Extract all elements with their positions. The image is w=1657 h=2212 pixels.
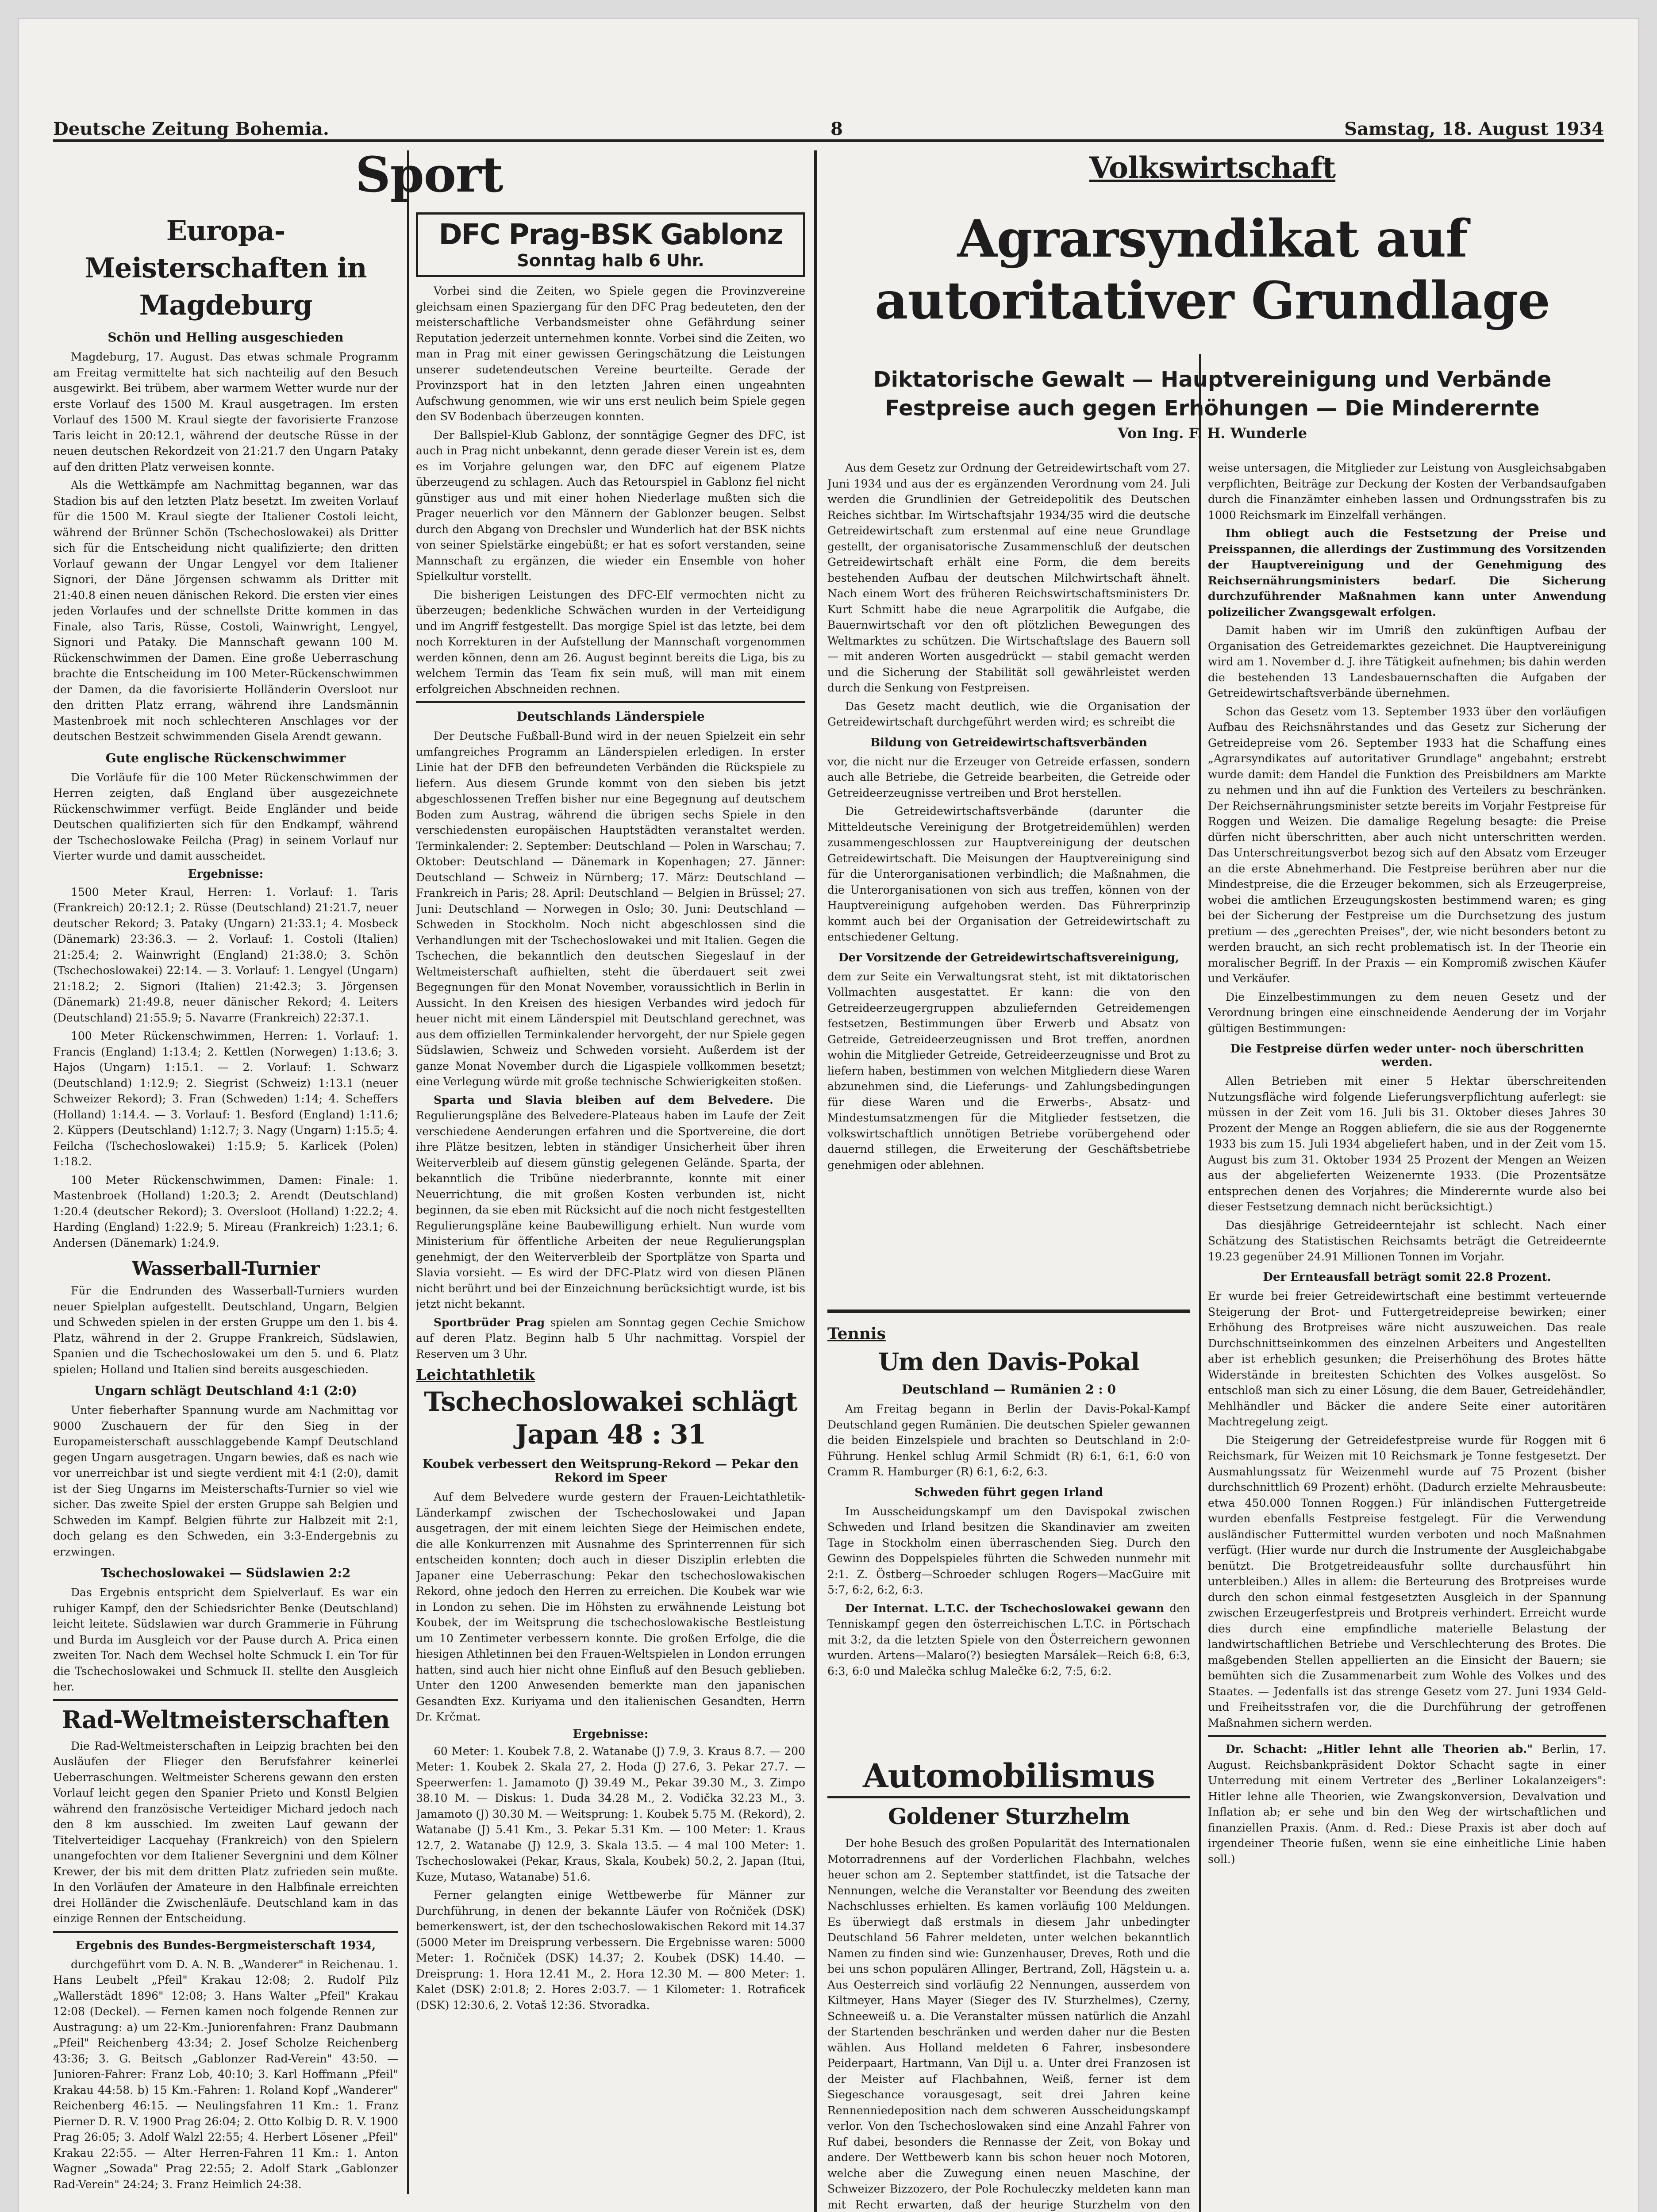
auto-text: Der hohe Besuch des großen Popularität des Internationalen Motorradrennens auf der Vorderlichen Flachbahn, welches heuer schon am 2. September stattfindet, ist die Tatsache der Nennungen, welche die Veranstalter vor Beendung des zweiten Nachschlusses erhielten. Es kamen vorläufig 100 Meldungen. Es überwiegt daß erstmals in diesem Jahr unbedingter Deutschland 56 Fahrer meldeten, unter welchen bekanntlich Namen zu finden sind wie: Gunzenhauser, Dreves, Roth und die bei uns schon populären Allinger, Bertrand, Zoll, Hägstein u. a. Aus Oesterreich sind vorläufig 22 Nennungen, ausserdem von Kiltmeyer, Hans Mayer (Sieger des IV. Sturzhelmes), Czerny, Schneeweiß u. a. Die Veranstalter müssen natürlich die Anzahl der Startenden beschränken und werden daher nur die Besten wählen. Aus Holland meldeten 6 Fahrer, insbesondere Peiderpaart, Hartmann, Van Dijl u. a. Unter drei Franzosen ist der Meister auf Flachbahnen, Weiß, ferner ist dem Siegeschance vorausgesagt, seit drei Jahren keine Rennenniedeposition nach dem schweren Ausscheidungskampf verlor. Von den Tschechoslowaken sind eine Anzahl Fahrer von Ruf dabei, besonders die Rennasse der Zeit, von Bokay und andere. Der Wettbewerb kann bis schon heuer noch Motoren, welche aber die Zuwegung einen neuen Maschine, der Schweizer Bizzozero, der Pole Rochuleczky meldeten kann man mit Recht erwarten, daß der heurige Sturzhelm von den — [827, 1837, 1190, 2211]
newspaper-page — [18, 18, 1639, 2212]
divider — [53, 1931, 398, 1933]
volk-paragraph: weise untersagen, die Mitglieder zur Leistung von Ausgleichsabgaben verpflichten, Beiträge zur Deckung der Kosten der Verbandsaufgaben durch die Finanzämter einheben lassen und Ordnungsstrafen bis zu 1000 Reichsmark im Einzelfall verhängen. — [1208, 461, 1606, 522]
em-article — [53, 212, 398, 2212]
auto-article — [827, 1756, 1190, 2212]
irland-text: Im Ausscheidungskampf um den Davispokal zwischen Schweden und Irland besitzen die Skandinavier am zweiten Tage in Stockholm einen überraschenden Sieg. Durch den Gewinn des Doppelspieles führten die Schweden nunmehr mit 2:1. Z. Östberg—Schroeder schlugen Rogers—MacGuire mit 5:7, 6:2, 6:2, 6:3. — [827, 1505, 1190, 1596]
volk-paragraph: Die Getreidewirtschaftsverbände (darunter die Mitteldeutsche Vereinigung der Brotgetreidemühlen) werden zusammengeschlossen zur Hauptvereinigung der deutschen Getreidewirtschaft. Die Meisungen der Hauptvereinigung sind für die Unterorganisationen verbindlich; die Maßnahmen, die die Unterorganisationen von sich aus treffen, können von der Hauptvereinigung aufgehoben werden. Das Führerprinzip kommt auch bei der Organisation der Getreidewirtschaft zu entschiedener Geltung. — [827, 805, 1190, 943]
leicht-label: Leichtathletik — [416, 1366, 535, 1384]
em-title: Europa-Meisterschaften in Magdeburg — [85, 215, 367, 321]
volk-subhead: Der Ernteausfall beträgt somit 22.8 Prozent. — [1263, 1271, 1551, 1284]
volk-section-title: Volkswirtschaft — [1089, 150, 1336, 185]
result-entry: 1500 Meter Kraul, Herren: 1. Vorlauf: 1. Taris (Frankreich) 20:12.1; 2. Rüsse (Deutschland) 21:21.7, neuer deutscher Rekord; 3. Pataky (Ungarn) 21:33.1; 4. Mosbeck (Dänemark) 23:36.3. — 2. Vorlauf: 1. Costoli (Italien) 21:25.4; 2. Wainwright (England) 21:38.0; 3. Schön (Tschechoslowakei) 22:14. — 3. Vorlauf: 1. Lengyel (Ungarn) 21:18.2; 2. Signori (Italien) 21:42.3; 3. Jörgensen (Dänemark) 21:49.8, neuer dänischer Rekord; 4. Leiters (Deutschland) 21:55.9; 5. Navarre (Frankreich) 22:37.1. — [53, 885, 398, 1024]
page-header — [53, 104, 1604, 142]
em-paragraph: Als die Wettkämpfe am Nachmittag begannen, war das Stadion bis auf den letzten Platz besetzt. Im zweiten Vorlauf für die 1500 M. Kraul siegte der Italiener Costoli leicht, während der Brünner Schön (Tschechoslowakei) als Dritter sich für die Entscheidung nicht qualifizierte; den dritten Vorlauf gewann der Ungar Lengyel vor dem Italiener Signori, der Däne Jörgensen schwamm als Dritter mit 21:40.8 einen neuen dänischen Rekord. Die ersten vier eines jeden Vorlaufes und der schnellste Dritte kommen in das Finale, also Taris, Rüsse, Costoli, Wainwright, Lengyel, Signori und Pataky. Die Mannschaft gewann 100 M. Rückenschwimmen der Damen. Eine große Ueberraschung brachte die Entscheidung im 100 Meter-Rückenschwimmen der Damen, da die favorisierte Holländerin Oversloot nur den dritten Platz errang, während ihre Landsmännin Mastenbroek mit noch schlechteren Anschlages vor der deutschen Bestzeit schwimmenden Gisela Arendt gewann. — [53, 479, 398, 743]
tennis-text: Am Freitag begann in Berlin der Davis-Pokal-Kampf Deutschland gegen Rumänien. Die deutschen Spieler gewannen die beiden Einzelspiele und brachten so Deutschland in 2:0-Führung. Henkel schlug Armil Schmidt (R) 6:1, 6:1, 6:0 von Cramm R. Hamburger (R) 6:1, 6:2, 6:3. — [827, 1402, 1190, 1478]
column-rule — [814, 150, 817, 2212]
irland-heading: Schweden führt gegen Irland — [915, 1486, 1103, 1499]
leicht-results-men: Ferner gelangten einige Wettbewerbe für Männer zur Durchführung, in denen der bekannte Läufer von Ročniček (DSK) bemerkenswert, ist, der den tschechoslowakischen Rekord mit 14.37 (5000 Meter im Dreisprung verbessern. Die Ergebnisse waren: 5000 Meter: 1. Ročniček (DSK) 14.37; 2. Koubek (DSK) 14.40. — Dreisprung: 1. Hora 12.41 M., 2. Hora 12.30 M. — 800 Meter: 1. Kalet (DSK) 2:01.8; 2. Hores 2:03.7. — 1 Kilometer: 1. Rotraficek (DSK) 12:30.6, 2. Votaš 12:36. Stvoradka. — [416, 1889, 805, 2012]
bund-text: durchgeführt vom D. A. N. B. „Wanderer" in Reichenau. 1. Hans Leubelt „Pfeil" Krakau 12:08; 2. Rudolf Pilz „Wallerstädt 1896" 12:08; 3. Hans Walter „Pfeil" Krakau 12:08 (Deckel). — Fernen kamen noch folgende Rennen zur Austragung: a) um 22-Km.-Juniorenfahren: Franz Daubmann „Pfeil" Reichenberg 43:34; 2. Josef Scholze Reichenberg 43:36; 3. G. Beitsch „Gablonzer Rad-Verein" 43:50. — Junioren-Fahrer: Franz Lob, 40:10; 3. Karl Hoffmann „Pfeil" Krakau 44:58. b) 15 Km.-Fahren: 1. Roland Kopf „Wanderer" Reichenberg 46:15. — Neulingsfahren 11 Km.: 1. Franz Pierner D. R. V. 1900 Prag 26:04; 2. Otto Kolbig D. R. V. 1900 Prag 26:05; 3. Adolf Walzl 22:55; 4. Herbert Lösener „Pfeil" Krakau 22:55. — Alter Herren-Fahren 11 Km.: 1. Anton Wagner „Sowada" Prag 22:55; 2. Adolf Stark „Gablonzer Rad-Verein" 24:24; 3. Franz Heimlich 24:38. — [53, 1958, 398, 2191]
divider — [416, 701, 805, 703]
auto-label: Automobilismus — [863, 1757, 1155, 1795]
wien-heading: Der Internat. L.T.C. der Tschechoslowakei gewann — [845, 1601, 1165, 1615]
paper-name: Deutsche Zeitung Bohemia. — [53, 119, 329, 139]
volk-subhead: Der Vorsitzende der Getreidewirtschaftsvereinigung, — [838, 951, 1180, 964]
volk-paragraph: Das Gesetz macht deutlich, wie die Organisation der Getreidewirtschaft durchgeführt werden wird; es schreibt die — [827, 699, 1190, 728]
volk-paragraph: Er wurde bei freier Getreidewirtschaft eine bestimmt verteuernde Steigerung der Brot- und Futtergetreidepreise bewirken; einer Erhöhung des Brotpreises wäre nicht auszuweichen. Das reale Durchschnittseinkommen des einzelnen Arbeiters und Angestellten aber ist erheblich gesunken; die Preiserhöhung des Brotes hätte Widerstände in breitesten Schichten des Volkes ausgelöst. So entschloß man sich zu einer Lösung, die dem Bauer, Getreidehändler, Mehlhändler und Bäcker die andere Seite einer autoritären Machtregelung zeigt. — [1208, 1290, 1606, 1428]
section-divider — [827, 1310, 1190, 1313]
tennis-score: Deutschland — Rumänien 2 : 0 — [902, 1382, 1116, 1397]
dfc-subtitle: Sonntag halb 6 Uhr. — [517, 251, 704, 270]
laenderspiele-heading: Deutschlands Länderspiele — [516, 709, 705, 724]
volk-column-b — [1208, 460, 1606, 2212]
laenderspiele-text: Der Deutsche Fußball-Bund wird in der neuen Spielzeit ein sehr umfangreiches Programm an Länderspielen erledigen. In erster Linie hat der DFB den befreundeten Verbänden die Rückspiele zu liefern. Aus diesem Grunde kommt von den sieben bis jetzt abgeschlossenen Treffen bisher nur eine Begegnung auf deutschem Boden zum Austrag, während die übrigen sechs Spiele in den verschiedensten europäischen Hauptstädten veranstaltet werden. Terminkalender: 2. September: Deutschland — Polen in Warschau; 7. Oktober: Deutschland — Dänemark in Kopenhagen; 27. Jänner: Deutschland — Schweiz in Nürnberg; 17. März: Deutschland — Frankreich in Paris; 28. April: Deutschland — Belgien in Brüssel; 27. Juni: Deutschland — Norwegen in Oslo; 30. Juni: Deutschland — Schweden in Stockholm. Noch nicht abgeschlossen sind die Verhandlungen mit der Tschechoslowakei und mit Italien. Gegen die Tschechen, die bekanntlich den deutschen Siegeslauf in der Weltmeisterschaft aufhielten, steht die überdauert seit zwei Begegnungen für den Monat November, voraussichtlich in Berlin in Aussicht. In den Kreisen des hiesigen Verbandes wird jedoch für heuer nicht mit einem Länderspiel mit Deutschland gerechnet, was aus dem offiziellen Terminkalender hervorgeht, der nur Spiele gegen Südslawien, Schweiz und Schweden vorsieht. Außerdem ist der ganze Monat November durch die Ligaspiele vollkommen besetzt; eine Verlegung würde mit große technische Schwierigkeiten stoßen. — [416, 730, 805, 1088]
volk-subhead: Bildung von Getreidewirtschaftsverbänden — [870, 736, 1147, 749]
volk-column-a — [827, 460, 1190, 1314]
tsch-heading: Tschechoslowakei — Südslawien 2:2 — [100, 1566, 351, 1580]
volk-paragraph: Das diesjährige Getreideerntejahr ist schlecht. Nach einer Schätzung des Statistischen Reichsamts beträgt die Getreideernte 19.23 gegenüber 24.91 Millionen Tonnen im Vorjahr. — [1208, 1218, 1606, 1263]
leicht-title: Tschechoslowakei schlägt Japan 48 : 31 — [424, 1386, 797, 1450]
schacht-heading: Dr. Schacht: „Hitler lehnt alle Theorien ab." — [1226, 1743, 1533, 1755]
sport-section-title: Sport — [355, 146, 503, 203]
volk-paragraph: vor, die nicht nur die Erzeuger von Getreide erfassen, sondern auch alle Betriebe, die Getreide bearbeiten, die Getreide oder Getreideerzeugnisse vertreiben und Brot herstellen. — [827, 755, 1190, 799]
sportbrueder-heading: Sportbrüder Prag — [434, 1316, 545, 1329]
bund-heading: Ergebnis des Bundes-Bergmeisterschaft 1934, — [75, 1939, 376, 1952]
results-label: Ergebnisse: — [188, 867, 264, 881]
backstroke-text: Die Vorläufe für die 100 Meter Rückenschwimmen der Herren zeigten, daß England über ausgezeichnete Rückenschwimmer verfügt. Beide Engländer und beide Deutschen qualifizierten sich für den Endkampf, während der Tschechoslowake Feilcha (Prag) in seinem Vorlauf nur Vierter wurde und damit ausscheidet. — [53, 771, 398, 862]
column-rule — [1199, 354, 1201, 2212]
volk-subheading-2: Festpreise auch gegen Erhöhungen — Die Minderernte — [885, 396, 1540, 421]
hungary-text: Unter fieberhafter Spannung wurde am Nachmittag vor 9000 Zuschauern der für den Sieg in der Europameisterschaft ausschlaggebende Kampf Deutschland gegen Ungarn ausgetragen. Ungarn bewies, daß es nach wie vor unerreichbar ist und siegte verdient mit 4:1 (2:0), damit ist der Sieg Ungarns im Meisterschafts-Turnier so viel wie sicher. Das zweite Spiel der ersten Gruppe sah Belgien und Schweden im Kampf. Belgien führte zur Halbzeit mit 2:1, doch gelang es den Schweden, ein 3:3-Endergebnis zu erzwingen. — [53, 1404, 398, 1558]
dfc-paragraph: Der Ballspiel-Klub Gablonz, der sonntägige Gegner des DFC, ist auch in Prag nicht unbekannt, denn gerade dieser Verein ist es, dem es im Vorjahre gelungen war, den DFC auf eigenem Platze überzeugend zu schlagen. Auch das Retourspiel in Gablonz fiel nicht günstiger aus und mit einer hohen Niederlage mußten sich die Prager neuerlich vor den Männern der Gablonzer beugen. Selbst durch den Abgang von Drechsler und Wunderlich hat der BSK nichts von seiner Spielstärke eingebüßt; er hat es sofort verstanden, seine Mannschaft zu ergänzen, die wieder ein Ensemble von hoher Spielkultur vorstellt. — [416, 428, 805, 583]
waterpolo-title: Wasserball-Turnier — [132, 1258, 319, 1279]
divider — [1208, 1735, 1606, 1737]
result-entry: 100 Meter Rückenschwimmen, Damen: Finale: 1. Mastenbroek (Holland) 1:20.3; 2. Arendt (Deutschland) 1:20.4 (deutscher Rekord); 3. Oversloot (Holland) 1:22.2; 4. Harding (England) 1:22.9; 5. Mireau (Frankreich) 1:23.1; 6. Andersen (Dänemark) 1:24.9. — [53, 1173, 398, 1249]
volk-paragraph: Die Einzelbestimmungen zu dem neuen Gesetz und der Verordnung bringen eine einschneidende Aenderung der im Vorjahr gültigen Bestimmungen: — [1208, 990, 1606, 1035]
em-paragraph: Magdeburg, 17. August. Das etwas schmale Programm am Freitag vermittelte hat sich nachteilig auf den Besuch ausgewirkt. Bei trübem, aber warmem Wetter wurde nur der erste Vorlauf des 1500 M. Kraul ausgetragen. Im ersten Vorlauf des 1500 M. Kraul siegte der favorisierte Franzose Taris leicht in 20:12.1, während der deutsche Rüsse in der neuen deutschen Rekordzeit von 21:21.7 den Ungarn Pataky auf den dritten Platz verweisen konnte. — [53, 350, 398, 473]
volk-paragraph: Damit haben wir im Umriß den zukünftigen Aufbau der Organisation des Getreidemarktes gezeichnet. Die Hauptvereinigung wird am 1. November d. J. ihre Tätigkeit aufnehmen; bis dahin werden die bestehenden 13 Landesbauernschaften die Aufgaben der Getreidewirtschaftsverbände übernehmen. — [1208, 624, 1606, 699]
volk-subheading-1: Diktatorische Gewalt — Hauptvereinigung und Verbände — [873, 367, 1552, 392]
leicht-subtitle: Koubek verbessert den Weitsprung-Rekord — Pekar den Rekord im Speer — [423, 1457, 799, 1485]
dfc-paragraph: Die bisherigen Leistungen des DFC-Elf vermochten nicht zu überzeugen; bedenkliche Schwächen wurden in der Verteidigung und im Angriff festgestellt. Das morgige Spiel ist das letzte, bei dem noch Korrekturen in der Aufstellung der Mannschaft vorgenommen werden können, denn am 26. August beginnt bereits die Liga, bis zu welchem Termin das Team fix sein muß, will man mit einem erfolgreichen Abschneiden rechnen. — [416, 588, 805, 695]
volk-bold-paragraph: Ihm obliegt auch die Festsetzung der Preise und Preisspannen, die allerdings der Zustimmung des Vorsitzenden der Hauptvereinigung und der Genehmigung des Reichsernährungsministers bedarf. Die Sicherung durchzuführender Maßnahmen kann unter Anwendung polizeilicher Zwangsgewalt erfolgen. — [1208, 527, 1606, 618]
hungary-heading: Ungarn schlägt Deutschland 4:1 (2:0) — [94, 1383, 357, 1398]
volk-paragraph: Allen Betrieben mit einer 5 Hektar überschreitenden Nutzungsfläche wird folgende Lieferungsverpflichtung auferlegt: sie müssen in der Zeit vom 16. Juli bis 31. Oktober dieses Jahres 30 Prozent der Menge an Roggen abliefern, die sie aus der Roggenernte 1933 bis zum 15. Juli 1934 abgeliefert haben, und in der Zeit vom 15. August bis zum 31. Oktober 1934 25 Prozent der Mengen an Weizen aus der abgelieferten Weizenernte 1933. (Die Prozentsätze entsprechen denen des Vorjahres; die Minderernte wurde also bei dieser Festsetzung demnach nicht berücksichtigt.) — [1208, 1075, 1606, 1213]
leicht-text: Auf dem Belvedere wurde gestern der Frauen-Leichtathletik-Länderkampf zwischen der Tschechoslowakei und Japan ausgetragen, der mit einem leichten Siege der Heimischen endete, die alle Konkurrenzen mit Ausnahme des Sprinterrennen für sich entscheiden konnten; doch auch in dieser Disziplin erlebten die Japaner eine Ueberraschung: Pekar den tschechoslowakischen Rekord, ohne jedoch den Herren zu erreichen. Die Koubek war wie in London zu sehen. Die im Höhsten zu erwähnende Leistung bot Koubek, der im Weitsprung die tschechoslowakische Bestleistung um 10 Zentimeter verbessern konnte. Die großen Erfolge, die die hiesigen Athletinnen bei den Frauen-Weltspielen in London errungen hatten, sind auch hier nicht ohne Einfluß auf den Besuch geblieben. Unter den 1200 Anwesenden bemerkte man den japanischen Gesandten Exz. Kuriyama und den italienischen Gesandten, Herrn Dr. Krčmat. — [416, 1490, 805, 1723]
dfc-headline-box — [416, 212, 805, 277]
column-rule — [407, 150, 409, 2194]
volk-paragraph: Aus dem Gesetz zur Ordnung der Getreidewirtschaft vom 27. Juni 1934 und aus der es ergänzenden Verordnung vom 24. Juli werden die Grundlinien der Getreidepolitik des Deutschen Reiches sichtbar. Im Wirtschaftsjahr 1934/35 wird die deutsche Getreidewirtschaft zum erstenmal auf eine neue Grundlage gestellt, der organisatorische Zusammenschluß der deutschen Getreidewirtschaft erhält eine Form, die dem bereits bestehenden Aufbau der deutschen Milchwirtschaft ähnelt. Nach einem Wort des früheren Reichswirtschaftsministers Dr. Kurt Schmitt habe die neue Agrarpolitik die Aufgabe, die Bauernwirtschaft vor den oft plötzlichen Bewegungen des Weltmarktes zu schützen. Die Wirtschaftslage des Bauern soll — mit anderen Worten ausgedrückt — stabil gemacht werden und die Sicherung der Stabilität soll gewährleistet werden durch die Senkung von Festpreisen. — [827, 461, 1190, 694]
sportbrueder-text: spielen am Sonntag gegen Cechie Smichow auf deren Platz. Beginn halb 5 Uhr nachmittag. Vorspiel der Reserven um 3 Uhr. — [416, 1316, 805, 1360]
dfc-paragraph: Vorbei sind die Zeiten, wo Spiele gegen die Provinzvereine gleichsam einen Spaziergang für den DFC Prag bedeuteten, den der meisterschaftliche Verbandsmeister ohne Gefährdung seiner Reputation jederzeit unternehmen konnte. Vorbei sind die Zeiten, wo man in Prag mit einer gewissen Geringschätzung die Leistungen unserer sudetendeutschen Vereine beurteilte. Gerade der Provinzsport hat in den letzten Jahren einen ungeahnten Aufschwung genommen, wie wir uns erst neulich beim Spiele gegen den SV Bodenbach überzeugen konnten. — [416, 284, 805, 423]
page-number: 8 — [830, 119, 843, 139]
volk-paragraph: Die Steigerung der Getreidefestpreise wurde für Roggen mit 6 Reichsmark, für Weizen mit 10 Reichsmark je Tonne festgesetzt. Der Ausmahlungssatz für Weizenmehl wurde auf 75 Prozent (bisher durchschnittlich 69 Prozent) erhöht. (Dadurch erzielte Mehrausbeute: etwa 450.000 Tonnen Roggen.) Für inländischen Futtergetreide wurden ebenfalls Festpreise festgelegt. Für die Verwendung ausländischer Futtermittel wurden verboten und noch Maßnahmen verfügt. (Hier wurde nur durch die Instrumente der Ausgleichabgabe benützt. Die Brotgetreideausfuhr sollte durchausführt hin unterbleiben.) Alles in allem: die Berteurung des Brotpreises wurde durch den schon einmal festgesetzten Ausgleich in der Spannung zwischen Erzeugerfestpreis und Brotpreis verhindert. Erreicht wurde dies durch eine empfindliche materielle Belastung der landwirtschaftlichen Betriebe und Verschlechterung des Brotes. Die maßgebenden Stellen appellierten an die Einsicht der Bauern; sie bemühten sich die Zusammenarbeit zum Wohle des Volkes und des Staates. — Jedenfalls ist das strenge Gesetz vom 27. Juni 1934 Geld- und Freiheitsstrafen vor, die die Durchführung der getroffenen Maßnahmen sichern werden. — [1208, 1433, 1606, 1729]
dfc-column — [416, 212, 805, 2212]
tsch-text: Das Ergebnis entspricht dem Spielverlauf. Es war ein ruhiger Kampf, den der Schiedsrichter Benke (Deutschland) leicht leitete. Südslawien war durch Grammerie in Führung und Burda im Ausgleich vor der Pause durch A. Prica einen zweiten Tor. Nach dem Wechsel holte Schmuck I. ein Tor für die Tschechoslowakei und Schmuck II. stellte den Ausgleich her. — [53, 1586, 398, 1693]
sparta-text: Die Regulierungspläne des Belvedere-Plateaus haben im Laufe der Zeit verschiedene Aenderungen erfahren und die Sportvereine, die dort ihre Plätze besitzen, lebten in ständiger Unsicherheit über ihren Weiterverbleib auf diesem günstig gelegenen Gelände. Sparta, der bekanntlich die Tribüne niederbrannte, konnte mit einer Neuerrichtung, die mit großen Kosten verbunden ist, nicht beginnen, da sie eben mit Rücksicht auf die noch nicht festgestellten Regulierungspläne keine Baubewilligung erhielt. Nun wurde vom Ministerium für öffentliche Arbeiten der neue Regulierungsplan genehmigt, der den Weiterverbleib der Sportplätze von Sparta und Slavia vorsieht. — Es wird der DFC-Platz wird von diesen Plänen nicht berührt und bei der Einzeichnung berücksichtigt wurde, ist bis jetzt nicht bekannt. — [416, 1093, 805, 1310]
tennis-title: Um den Davis-Pokal — [878, 1348, 1139, 1376]
result-entry: 100 Meter Rückenschwimmen, Herren: 1. Vorlauf: 1. Francis (England) 1:13.4; 2. Kettlen (Norwegen) 1:13.6; 3. Hajos (Ungarn) 1:15.1. — 2. Vorlauf: 1. Schwarz (Deutschland) 1:12.9; 2. Siegrist (Schweiz) 1:13.1 (neuer Schweizer Rekord); 3. Fran (Schweden) 1:14; 4. Scheffers (Holland) 1:14.4. — 3. Vorlauf: 1. Besford (England) 1:11.6; 2. Küppers (Deutschland) 1:12.7; 3. Nagy (Ungarn) 1:15.5; 4. Feilcha (Tschechoslowakei) 1:15.9; 5. Karlicek (Polen) 1:18.2. — [53, 1029, 398, 1168]
backstroke-heading: Gute englische Rückenschwimmer — [105, 750, 346, 765]
tennis-article — [827, 1323, 1190, 1747]
leicht-results: 60 Meter: 1. Koubek 7.8, 2. Watanabe (J) 7.9, 3. Kraus 8.7. — 200 Meter: 1. Koubek 2. Skala 27, 2. Hoda (J) 27.6, 3. Pekar 27.7. — Speerwerfen: 1. Jamamoto (J) 39.49 M., Pekar 39.30 M., 3. Zimpo 38.10 M. — Diskus: 1. Duda 34.28 M., 2. Vodička 32.23 M., 3. Jamamoto (J) 30.30 M. — Weitsprung: 1. Koubek 5.75 M. (Rekord), 2. Watanabe (J) 5.41 Km., 3. Pekar 5.31 Km. — 100 Meter: 1. Kraus 12.7, 2. Watanabe (J) 12.9, 3. Skala 13.5. — 4 mal 100 Meter: 1. Tschechoslowakei (Pekar, Kraus, Skala, Koubek) 50.2, 2. Japan (Itui, Kuze, Mutaso, Watanabe) 51.6. — [416, 1744, 805, 1883]
waterpolo-text: Für die Endrunden des Wasserball-Turniers wurden neuer Spielplan aufgestellt. Deutschland, Ungarn, Belgien und Schweden spielen in der ersten Gruppe um den 1. bis 4. Platz, während in der 2. Gruppe Frankreich, Südslawien, Spanien und die Tschechoslowakei um den 5. und 6. Platz spielen; Holland und Italien sind bereits ausgeschieden. — [53, 1284, 398, 1376]
volk-subhead: Die Festpreise dürfen weder unter- noch überschritten werden. — [1230, 1042, 1584, 1069]
leicht-results-label: Ergebnisse: — [573, 1727, 649, 1741]
auto-title: Goldener Sturzhelm — [827, 1796, 1190, 1831]
rad-title: Rad-Weltmeisterschaften — [62, 1705, 390, 1734]
divider — [53, 1699, 398, 1701]
tennis-label: Tennis — [827, 1325, 886, 1343]
volk-paragraph: dem zur Seite ein Verwaltungsrat steht, ist mit diktatorischen Vollmachten ausgestattet. Er kann: die von den Getreideerzeugergruppen abzuliefernden Getreidemengen festsetzen, Bestimmungen über Erwerb und Absatz von Getreide, Getreideerzeugnissen und Brot treffen, anordnen wohin die Mitglieder Getreide, Getreideerzeugnisse und Brot zu liefern haben, bestimmen von welchen Mitgliedern diese Waren abzunehmen sind, die Lieferungs- und Zahlungsbedingungen für diese Waren und die Erwerbs-, Absatz- und Mindestumsatzmengen für die Mitglieder festsetzen, die volkswirtschaftlich unnötigen Betriebe vorübergehend oder dauernd stillegen, die Erweiterung der Geschäftsbetriebe genehmigen oder ablehnen. — [827, 970, 1190, 1171]
sparta-heading: Sparta und Slavia bleiben auf dem Belvedere. — [434, 1093, 773, 1106]
issue-date: Samstag, 18. August 1934 — [1344, 119, 1604, 139]
schacht-text: Berlin, 17. August. Reichsbankpräsident Doktor Schacht sagte in einer Unterredung mit einem Vertreter des „Berliner Lokalanzeigers": Hitler lehne alle Theorien, wie Zwangskonversion, Devalvation und Inflation ab; er sehe und bin den Weg der wirtschaftlichen und finanziellen Praxis. (Anm. d. Red.: Diese Praxis ist aber doch auf irgendeiner Theorie fußen, wenn sie eine einheitliche Linie haben soll.) — [1208, 1743, 1606, 1866]
volk-author: Von Ing. F. H. Wunderle — [1117, 425, 1307, 442]
rad-text: Die Rad-Weltmeisterschaften in Leipzig brachten bei den Ausläufen der Flieger den Berufsfahrer keinerlei Ueberraschungen. Weltmeister Scherens gewann den ersten Vorlauf leicht gegen den Spanier Prieto und Konstl Belgien während den französische Verteidiger Michard jedoch nach den 8 km ausschied. Im zweiten Lauf gewann der Titelverteidiger Lacquehay (Frankreich) von den Spielern unangefochten vor dem Italiener Severgnini und dem Kölner Krewer, der bis mit dem dritten Platz zufrieden sein mußte. In den Vorläufen der Amateure in den Halbfinale erreichten drei Holländer die Zwischenläufe. Deutschland kam in das einzige Rennen der Entscheidung. — [53, 1739, 398, 1925]
wien-text: den Tenniskampf gegen den österreichischen L.T.C. in Pörtschach mit 3:2, da die letzten Spiele von den Österreichern gewonnen wurden. Artens—Malaro(?) besiegten Marsálek—Reich 6:8, 6:3, 6:3, 6:0 und Malečka schlug Malečke 6:2, 7:5, 6:2. — [827, 1601, 1190, 1678]
em-subtitle: Schön und Helling ausgeschieden — [108, 330, 344, 345]
volk-paragraph: Schon das Gesetz vom 13. September 1933 über den vorläufigen Aufbau des Reichsnährstandes und das Gesetz zur Sicherung der Getreidepreise vom 26. September 1933 hat die Schaffung eines „Agrarsyndikates auf autoritativer Grundlage" angebahnt; erstrebt wurde damit: dem Handel die Funktion des Preisbildners am Markte zu nehmen und ihn auf die Funktion des Verteilers zu beschränken. Der Reichsernährungsminister setzte bereits im Vorjahr Festpreise für Roggen und Weizen. Die damalige Regelung besagte: die Preise dürfen nicht überschritten, aber auch nicht unterschritten werden. Das Unterschreitungsverbot bezog sich auf den Absatz vom Erzeuger an die erste Abnehmerhand. Die Festpreise berühren aber nur die Mindestpreise, die die Erzeuger bekommen, sich als Erzeugerpreise, wobei die amtlichen Erzeugungskosten bestimmend waren; es ging bei der Sicherung der Festpreise um die Durchsetzung des justum pretium — des „gerechten Preises", der, wie nicht besonders betont zu werden braucht, an sich recht problematisch ist. In der Theorie ein moralischer Begriff. In der Praxis — ein Kompromiß zwischen Käufer und Verkäufer. — [1208, 705, 1606, 985]
volk-headline: Agrarsyndikat auf autoritativer Grundlage — [875, 209, 1550, 331]
dfc-title: DFC Prag-BSK Gablonz — [438, 219, 783, 251]
